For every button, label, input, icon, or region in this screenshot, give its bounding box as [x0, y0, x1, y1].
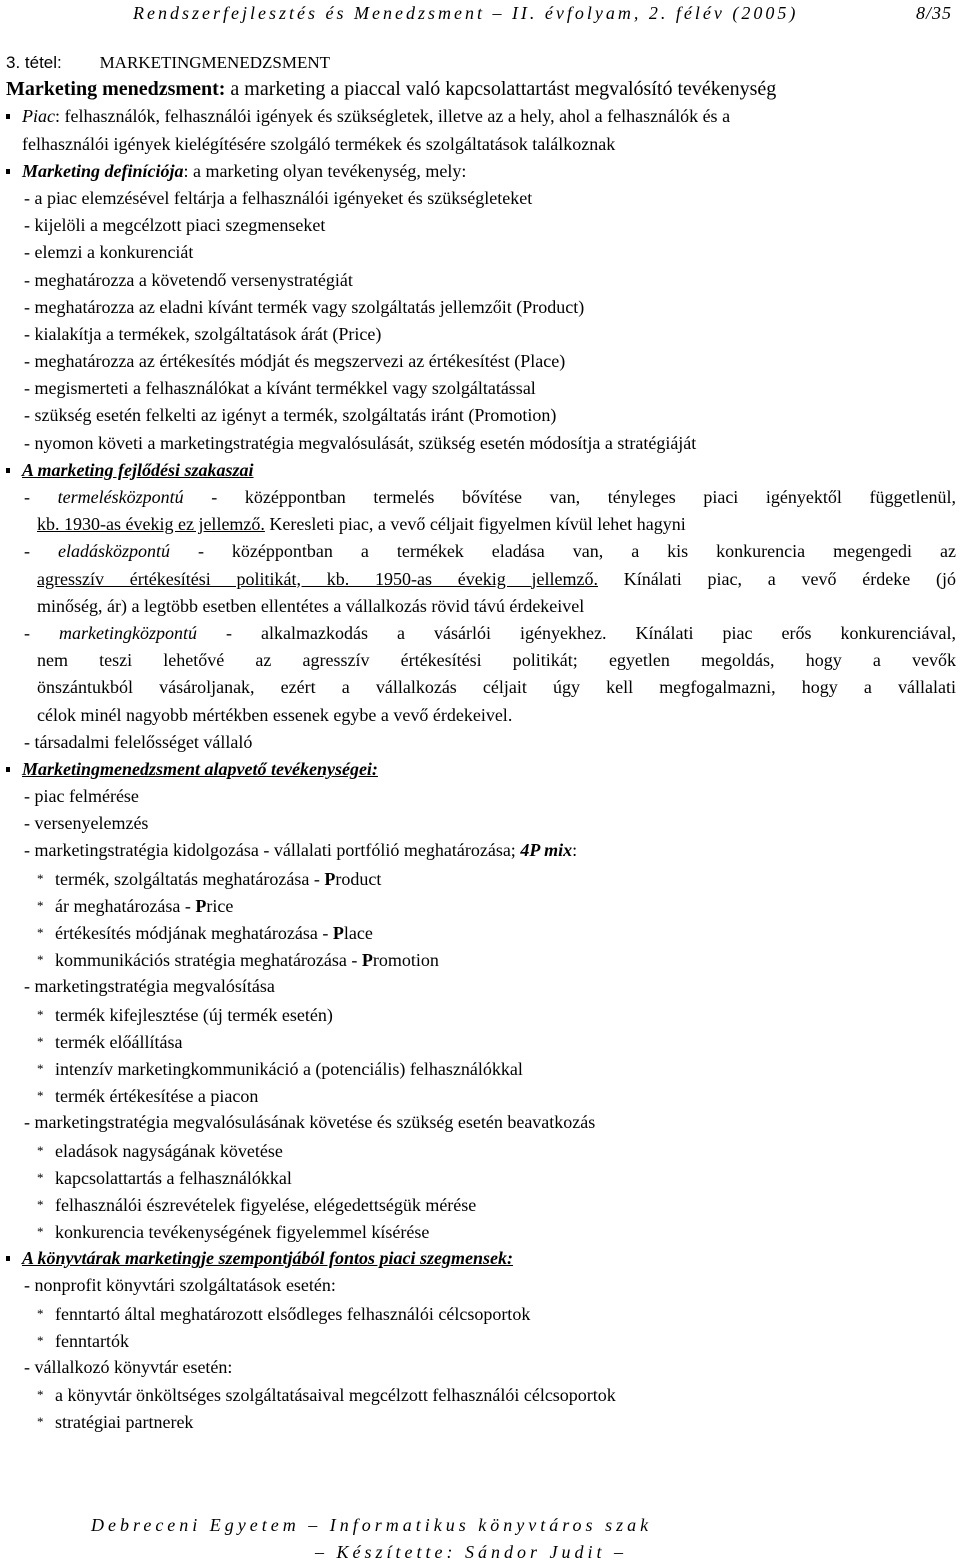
star-icon: * — [37, 1196, 44, 1212]
termeles-term: termelésközpontú — [57, 487, 184, 507]
definicio-term: Marketing definíciója — [22, 160, 184, 181]
eladas-line1: - eladásközpontú - középpontban a termékek eladása van, a kis konkurencia megengedi az — [24, 541, 957, 562]
definicio-item: - megismerteti a felhasználókat a kívánt termékkel vagy szolgáltatással — [24, 378, 536, 399]
mix-item: * termék, szolgáltatás meghatározása - Product — [6, 865, 956, 892]
nonprofit-item: * fenntartó által meghatározott elsődleges felhasználói célcsoportok — [6, 1300, 956, 1327]
alapveto-item: - piac felmérése — [24, 786, 139, 807]
star-icon: * — [37, 1060, 44, 1076]
section-title: MARKETINGMENEDZSMENT — [99, 53, 330, 72]
star-icon: * — [37, 1387, 44, 1403]
vallalkozo-item: * stratégiai partnerek — [6, 1408, 956, 1435]
definicio-item: - elemzi a konkurenciát — [24, 242, 194, 263]
section-heading — [6, 49, 956, 76]
marketing-line1: - marketingközpontú - alkalmazkodás a vásárlói igényekhez. Kínálati piac erős konkurenciával, — [24, 622, 957, 643]
alapveto-item: - versenyelemzés — [24, 813, 149, 834]
eladas-line2: agresszív értékesítési politikát, kb. 1950-as évekig jellemző. Kínálati piac, a vevő érdeke (jó — [37, 568, 956, 589]
alapveto-item: - marketingstratégia megvalósítása — [24, 976, 275, 997]
definicio-item: - meghatározza a követendő versenystratégiát — [24, 269, 353, 290]
footer-author: – Készítette: Sándor Judit – — [315, 1542, 627, 1562]
star-icon: * — [37, 925, 44, 940]
star-icon: * — [37, 1305, 44, 1321]
star-icon: * — [37, 870, 44, 886]
termeles-line1: - termelésközpontú - középpontban termelés bővítése van, tényleges piaci igényektől függetlenül, — [24, 487, 956, 507]
star-icon: * — [37, 1142, 44, 1158]
alapveto-item: - marketingstratégia kidolgozása - vállalati portfólió meghatározása; 4P mix: — [24, 840, 578, 861]
page-header — [0, 0, 960, 28]
definicio-item: - nyomon követi a marketingstratégia megvalósulását, szükség esetén módosítja a stratégiáját — [24, 432, 697, 453]
termeles-line2: kb. 1930-as évekig ez jellemző. Keresleti piac, a vevő céljait figyelmen kívül lehet hagyni — [37, 514, 686, 535]
kovetes-item: * eladások nagyságának követése — [6, 1137, 956, 1164]
mix-item: * ár meghatározása - Price — [6, 892, 956, 919]
nonprofit-item: * fenntartók — [6, 1327, 956, 1354]
intro-term: Marketing menedzsment: — [6, 78, 226, 101]
megvalositas-item: * intenzív marketingkommunikáció a (potenciális) felhasználókkal — [6, 1055, 956, 1082]
intro-definition: a marketing a piaccal való kapcsolattartást megvalósító tevékenység — [225, 78, 777, 101]
intro-paragraph — [6, 76, 956, 103]
kovetes-item: * konkurencia tevékenységének figyelemmel kísérése — [6, 1218, 956, 1245]
konyvtar-item: - nonprofit könyvtári szolgáltatások esetén: — [24, 1275, 336, 1296]
kovetes-item: * felhasználói észrevételek figyelése, elégedettségük mérése — [6, 1191, 956, 1218]
eladas-term: eladásközpontú — [57, 541, 170, 562]
definicio-item: - kijelöli a megcélzott piaci szegmenseket — [24, 215, 326, 236]
megvalositas-item: * termék előállítása — [6, 1028, 956, 1055]
definicio-item: - a piac elemzésével feltárja a felhasználói igényeket és szükségleteket — [24, 187, 533, 208]
star-icon: * — [37, 952, 44, 968]
definicio-item: - meghatározza az eladni kívánt termék vagy szolgáltatás jellemzőit (Product) — [24, 296, 585, 317]
marketing-line2: nem teszi lehetővé az agresszív értékesítési politikát; egyetlen megoldás, hogy a vevők — [37, 650, 956, 671]
mix-term: 4P mix — [520, 840, 573, 861]
document-body — [6, 49, 956, 1436]
konyvtar-heading: A könyvtárak marketingje szempontjából fontos piaci szegmensek: — [6, 1245, 956, 1272]
piac-bullet — [6, 103, 956, 130]
star-icon: * — [37, 1224, 44, 1240]
marketing-line4: célok minél nagyobb mértékben essenek egybe a vevő érdekeivel. — [37, 704, 513, 725]
definicio-text: : a marketing olyan tevékenység, mely: — [183, 160, 467, 181]
mix-item: * kommunikációs stratégia meghatározása - Promotion — [6, 946, 956, 973]
megvalositas-item: * termék értékesítése a piacon — [6, 1082, 956, 1109]
konyvtar-item: - vállalkozó könyvtár esetén: — [24, 1357, 233, 1377]
eladas-line3: minőség, ár) a legtöbb esetben ellentétes a vállalkozás rövid távú érdekeivel — [37, 595, 585, 616]
page-number: 8/35 — [915, 3, 952, 23]
piac-line2: felhasználói igények kielégítésére szolgáló termékek és szolgáltatások találkoznak — [22, 133, 616, 154]
star-icon: * — [37, 1033, 44, 1049]
vallalkozo-item: * a könyvtár önköltséges szolgáltatásaival megcélzott felhasználói célcsoportok — [6, 1381, 956, 1408]
alapveto-heading: Marketingmenedzsment alapvető tevékenységei: — [6, 756, 956, 783]
megvalositas-item: * termék kifejlesztése (új termék esetén) — [6, 1001, 956, 1028]
alapveto-item: - marketingstratégia megvalósulásának követése és szükség esetén beavatkozás — [24, 1112, 596, 1133]
star-icon: * — [37, 1006, 44, 1022]
definicio-item: - meghatározza az értékesítés módját és megszervezi az értékesítést (Place) — [24, 351, 566, 372]
definicio-item: - kialakítja a termékek, szolgáltatások árát (Price) — [24, 323, 382, 344]
marketing-line3: önszántukból vásároljanak, ezért a vállalkozás céljait úgy kell megfogalmazni, hogy a vállalati — [37, 677, 956, 698]
definicio-item: - szükség esetén felkelti az igényt a termék, szolgáltatás iránt (Promotion) — [24, 405, 557, 426]
kovetes-item: * kapcsolattartás a felhasználókkal — [6, 1164, 956, 1191]
piac-term: Piac — [22, 106, 55, 127]
footer-institution: Debreceni Egyetem – Informatikus könyvtáros szak — [91, 1515, 653, 1535]
star-icon: * — [37, 1332, 44, 1348]
mix-item: * értékesítés módjának meghatározása - Place — [6, 919, 956, 946]
section-number: 3. tétel: — [6, 53, 62, 72]
piac-line1: : felhasználók, felhasználói igények és szükségletek, illetve az a hely, ahol a felhasználók és a — [55, 106, 731, 127]
star-icon: * — [37, 1414, 44, 1430]
header-title: Rendszerfejlesztés és Menedzsment – II. évfolyam, 2. félév (2005) — [133, 3, 799, 23]
star-icon: * — [37, 1169, 44, 1185]
star-icon: * — [37, 1088, 44, 1104]
tarsadalmi-item: - társadalmi felelősséget vállaló — [24, 731, 253, 752]
marketing-term: marketingközpontú — [59, 622, 198, 643]
fejlodes-heading: A marketing fejlődési szakaszai — [6, 457, 956, 484]
star-icon: * — [37, 897, 44, 913]
definicio-bullet — [6, 158, 956, 185]
